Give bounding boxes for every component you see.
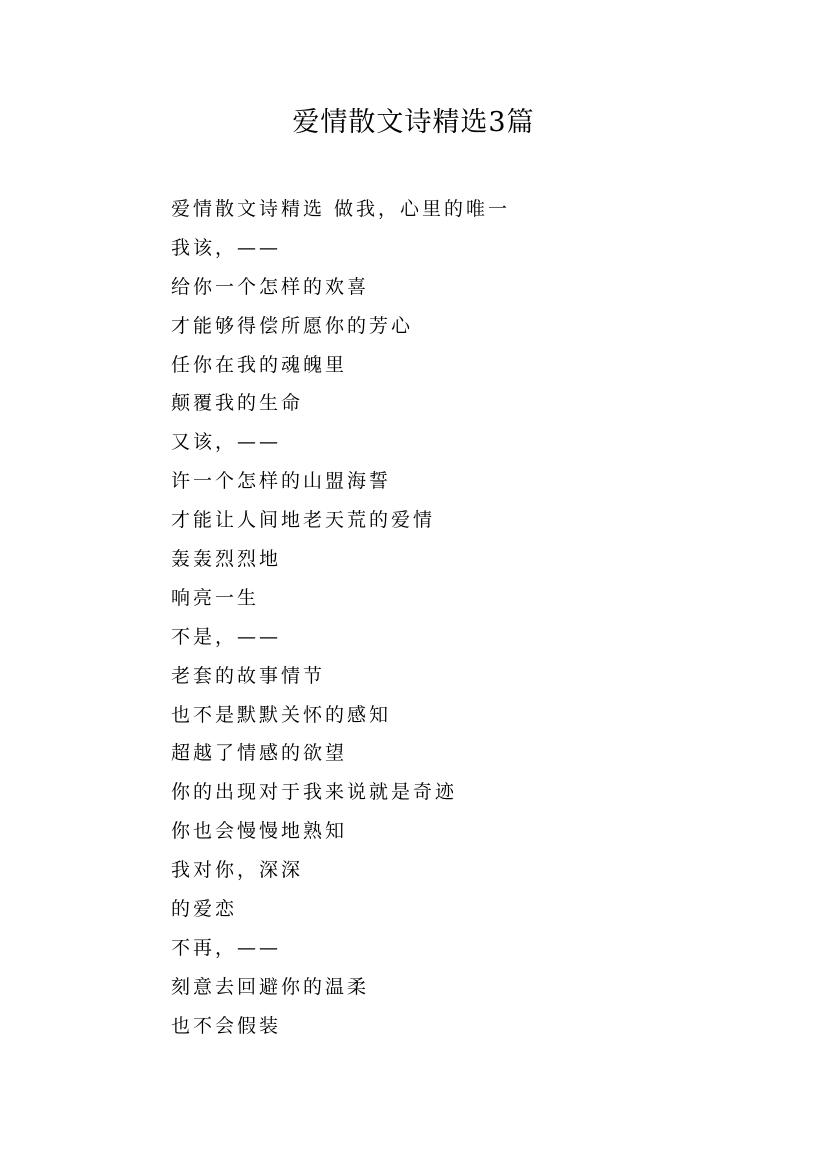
poem-line: 我该，—— <box>171 236 282 259</box>
poem-line: 颠覆我的生命 <box>171 392 304 415</box>
poem-line: 也不会假装 <box>171 1014 282 1037</box>
poem-line: 又该，—— <box>171 431 282 454</box>
poem-line: 我对你，深深 <box>171 859 304 882</box>
poem-line: 你的出现对于我来说就是奇迹 <box>171 781 458 804</box>
poem-line: 不再，—— <box>171 936 282 959</box>
poem-line: 老套的故事情节 <box>171 664 326 687</box>
poem-line: 也不是默默关怀的感知 <box>171 703 392 726</box>
poem-line: 给你一个怎样的欢喜 <box>171 275 370 298</box>
poem-line: 的爱恋 <box>171 898 238 921</box>
document-title: 爱情散文诗精选3篇 <box>292 107 535 138</box>
poem-line: 才能让人间地老天荒的爱情 <box>171 509 436 532</box>
poem-line: 超越了情感的欲望 <box>171 742 348 765</box>
poem-line: 响亮一生 <box>171 586 260 609</box>
poem-line: 才能够得偿所愿你的芳心 <box>171 314 414 337</box>
poem-line: 刻意去回避你的温柔 <box>171 975 370 998</box>
poem-body <box>171 190 731 1046</box>
poem-line: 许一个怎样的山盟海誓 <box>171 470 392 493</box>
poem-line: 不是，—— <box>171 625 282 648</box>
poem-line: 任你在我的魂魄里 <box>171 353 348 376</box>
poem-line: 爱情散文诗精选 做我，心里的唯一 <box>171 198 511 220</box>
poem-line: 你也会慢慢地熟知 <box>171 820 348 843</box>
poem-line: 轰轰烈烈地 <box>171 548 282 571</box>
